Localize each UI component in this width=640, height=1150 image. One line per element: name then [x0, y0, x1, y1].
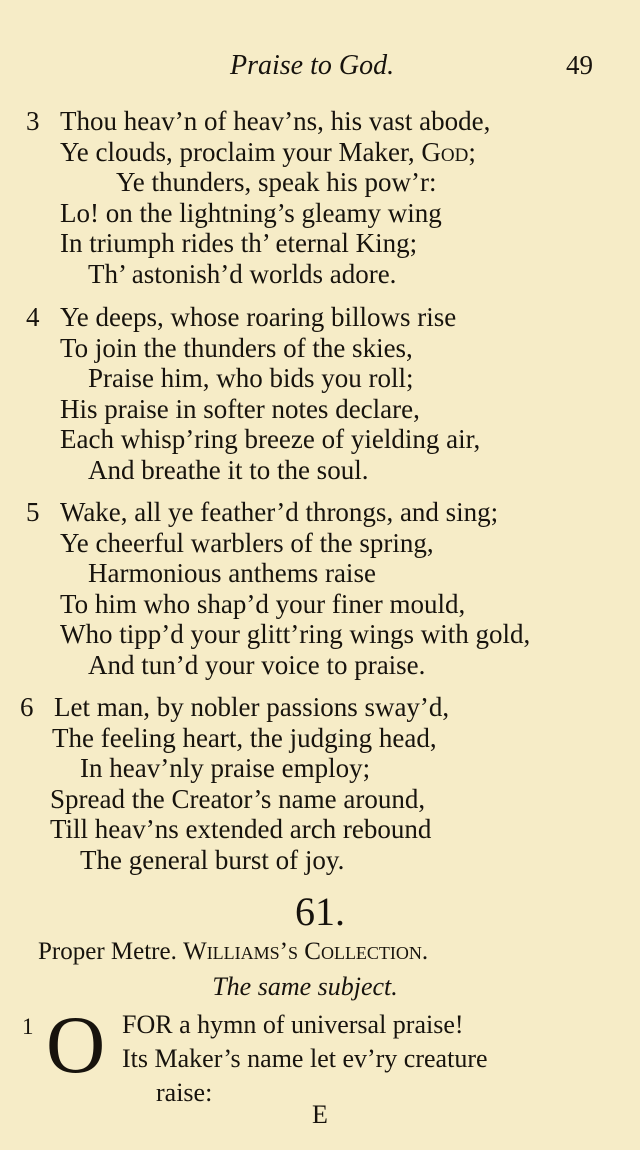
verse-line [0, 302, 640, 333]
stanza-5 [0, 497, 640, 681]
verse-text: Ye thunders, speak his pow’r: [116, 167, 437, 198]
verse-line [0, 814, 640, 845]
verse-text: Each whisp’ring breeze of yielding air, [60, 424, 481, 455]
verse-line [0, 692, 640, 723]
verse-text: Th’ astonish’d worlds adore. [88, 258, 397, 289]
verse-line [0, 589, 640, 620]
divine-name: God; [421, 136, 476, 167]
verse-line [0, 137, 640, 168]
verse-line [0, 167, 640, 198]
verse-text: The feeling heart, the judging head, [52, 722, 437, 753]
verse-text: Till heav’ns extended arch rebound [50, 814, 432, 845]
stanza-number: 5 [26, 497, 40, 527]
verse-text: Thou heav’n of heav’ns, his vast abode, [60, 106, 491, 136]
stanza-4 [0, 302, 640, 486]
verse-line [0, 455, 640, 486]
verse-text: FOR a hymn of universal praise! [122, 1010, 464, 1039]
verse-line [0, 198, 640, 229]
verse-text-part: Ye clouds, proclaim your Maker, [60, 136, 422, 167]
verse-text: The general burst of joy. [80, 844, 345, 875]
drop-cap: O [46, 999, 106, 1090]
running-head [0, 50, 640, 84]
verse-line [0, 106, 640, 137]
verse-line [0, 845, 640, 876]
stanza-3 [0, 106, 640, 290]
verse-text: In heav’nly praise employ; [80, 753, 371, 784]
verse-text: To him who shap’d your finer mould, [60, 588, 466, 619]
running-title: Praise to God. [230, 50, 395, 81]
verse-line [0, 723, 640, 754]
verse-text: Its Maker’s name let ev’ry creature [122, 1044, 488, 1073]
stanza-6 [0, 692, 640, 876]
verse-text: Lo! on the lightning’s gleamy wing [60, 197, 442, 228]
verse-text: And breathe it to the soul. [88, 454, 369, 485]
verse-text: Harmonious anthems raise [88, 558, 376, 589]
verse-text: Wake, all ye feather’d throngs, and sing; [60, 497, 499, 527]
verse-line [0, 333, 640, 364]
verse-text: Spread the Creator’s name around, [50, 783, 426, 814]
verse-line [0, 558, 640, 589]
verse-text: Ye cheerful warblers of the spring, [60, 527, 434, 558]
hymn-meta [38, 938, 598, 966]
stanza-number: 1 [22, 1014, 34, 1039]
hymn-number: 61. [295, 889, 345, 934]
stanza-number: 6 [20, 692, 34, 722]
stanza-number: 3 [26, 106, 40, 136]
collection-name: Williams’s Collection. [183, 938, 429, 965]
verse-line [0, 259, 640, 290]
verse-text: And tun’d your voice to praise. [88, 649, 426, 680]
page-number: 49 [566, 50, 593, 80]
verse-text: Ye deeps, whose roaring billows rise [60, 302, 457, 332]
verse-line [0, 753, 640, 784]
verse-line [0, 394, 640, 425]
verse-line [0, 424, 640, 455]
verse-text: His praise in softer notes declare, [60, 393, 420, 424]
verse-line [0, 497, 640, 528]
verse-text: raise: [156, 1078, 213, 1107]
verse-text: Praise him, who bids you roll; [88, 363, 414, 394]
verse-line [0, 784, 640, 815]
verse-line [0, 528, 640, 559]
verse-text [60, 137, 476, 168]
metre-label: Proper Metre. [38, 938, 177, 965]
stanza-number: 4 [26, 302, 40, 332]
signature-mark: E [312, 1100, 328, 1129]
verse-line [0, 228, 640, 259]
verse-line [0, 619, 640, 650]
verse-line [0, 650, 640, 681]
verse-text: In triumph rides th’ eternal King; [60, 228, 418, 259]
verse-text: Who tipp’d your glitt’ring wings with gold, [60, 619, 531, 650]
verse-text: To join the thunders of the skies, [60, 332, 413, 363]
hymn-subject: The same subject. [212, 972, 398, 1001]
verse-text: Let man, by nobler passions sway’d, [54, 692, 450, 722]
verse-line [0, 363, 640, 394]
